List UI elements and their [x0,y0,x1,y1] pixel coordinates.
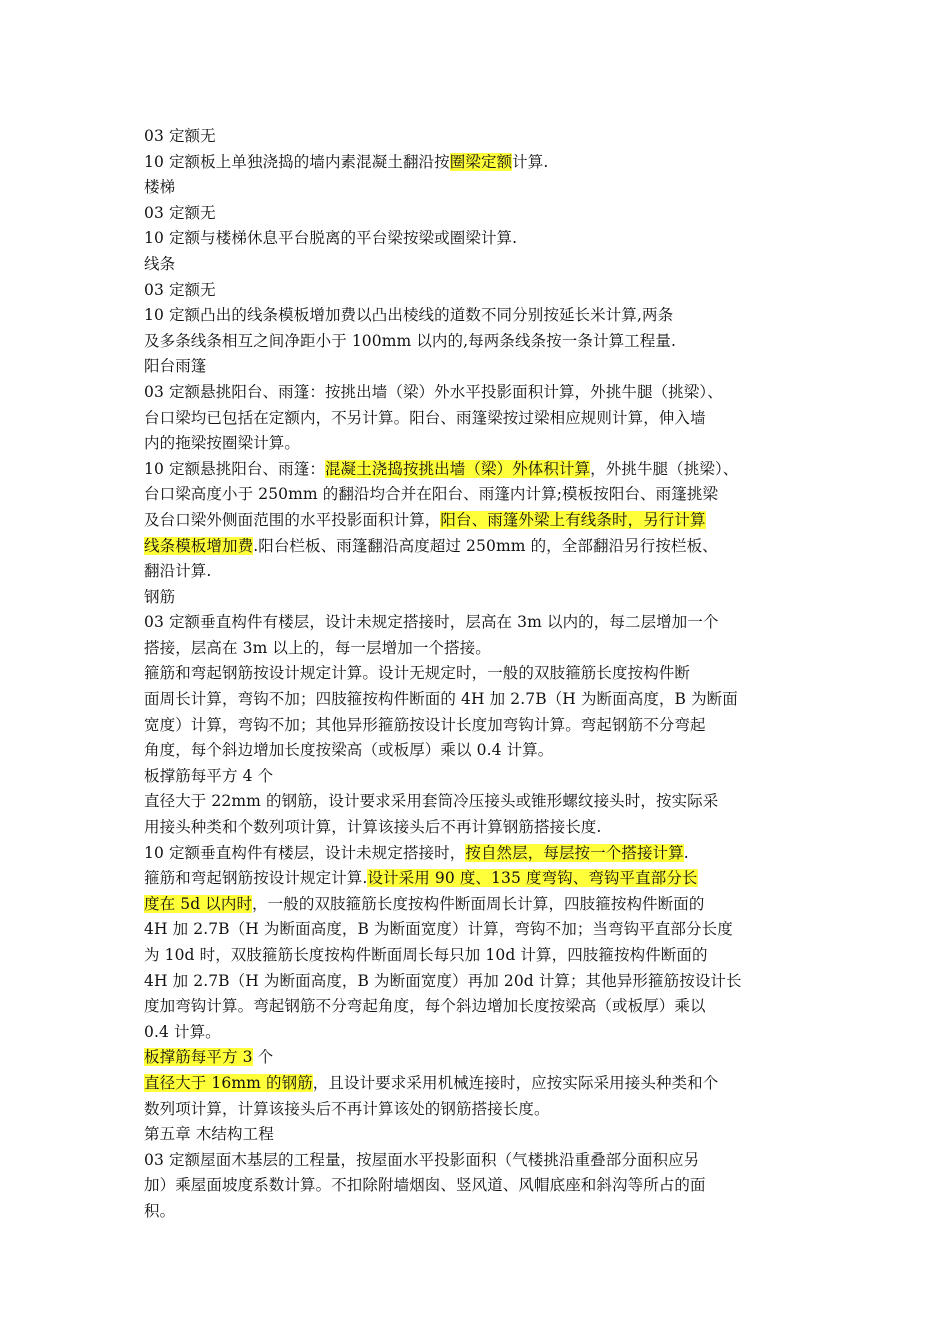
text-segment: 第五章 木结构工程 [144,1125,274,1144]
text-segment: 03 定额无 [144,280,216,299]
text-line [144,1122,812,1148]
text-segment: .阳台栏板、雨篷翻沿高度超过 250mm 的，全部翻沿另行按栏板、 [253,536,718,555]
text-line [144,534,812,560]
text-segment: 计算. [512,152,549,171]
text-segment: 10 定额凸出的线条模板增加费以凸出棱线的道数不同分别按延长米计算,两条 [144,306,674,325]
text-segment: 箍筋和弯起钢筋按设计规定计算. [144,869,368,888]
text-line [144,687,812,713]
text-line [144,457,812,483]
text-segment: 角度，每个斜边增加长度按梁高（或板厚）乘以 0.4 计算。 [144,741,554,760]
text-line [144,917,812,943]
text-segment: 直径大于 22mm 的钢筋，设计要求采用套筒冷压接头或锥形螺纹接头时，按实际采 [144,792,719,811]
text-line [144,1071,812,1097]
text-line [144,201,812,227]
text-segment: 用接头种类和个数列项计算，计算该接头后不再计算钢筋搭接长度. [144,818,602,837]
text-segment: 面周长计算，弯钩不加；四肢箍按构件断面的 4H 加 2.7B（H 为断面高度，B 为断面 [144,690,738,709]
text-segment: 个 [252,1048,274,1067]
text-segment: 搭接，层高在 3m 以上的，每一层增加一个搭接。 [144,638,491,657]
text-line [144,226,812,252]
text-line [144,278,812,304]
text-line [144,1045,812,1071]
text-line [144,636,812,662]
text-segment: 加）乘屋面坡度系数计算。不扣除附墙烟囱、竖风道、风帽底座和斜沟等所占的面 [144,1176,706,1195]
text-line [144,789,812,815]
text-segment: 钢筋 [144,587,176,606]
text-line [144,841,812,867]
text-segment: 03 定额悬挑阳台、雨篷：按挑出墙（梁）外水平投影面积计算，外挑牛腿（挑梁）、 [144,382,723,401]
text-segment: 03 定额垂直构件有楼层，设计未规定搭接时，层高在 3m 以内的，每二层增加一个 [144,613,719,632]
text-line [144,1199,812,1225]
text-line [144,866,812,892]
text-segment: 及台口梁外侧面范围的水平投影面积计算， [144,510,441,529]
text-line [144,150,812,176]
text-line [144,380,812,406]
text-segment: 台口梁均已包括在定额内，不另计算。阳台、雨篷梁按过梁相应规则计算，伸入墙 [144,408,706,427]
text-line [144,354,812,380]
highlighted-text: 按自然层，每层按一个搭接计算 [465,843,684,862]
highlighted-text: 混凝土浇捣按挑出墙（梁）外体积计算 [324,459,591,478]
text-line [144,252,812,278]
highlighted-text: 板撑筋每平方 3 [144,1048,253,1067]
text-line [144,969,812,995]
text-line [144,713,812,739]
text-segment: ，一般的双肢箍筋长度按构件断面周长计算，四肢箍按构件断面的 [252,894,705,913]
highlighted-text: 直径大于 16mm 的钢筋 [144,1073,313,1092]
text-segment: 10 定额板上单独浇捣的墙内素混凝土翻沿按 [144,152,450,171]
text-segment: 10 定额与楼梯休息平台脱离的平台梁按梁或圈梁计算. [144,229,518,248]
text-line [144,124,812,150]
text-line [144,431,812,457]
text-segment: 4H 加 2.7B（H 为断面高度，B 为断面宽度）计算，弯钩不加；当弯钩平直部分长度 [144,920,733,939]
text-segment: 及多条线条相互之间净距小于 100mm 以内的,每两条线条按一条计算工程量. [144,331,676,350]
text-line [144,329,812,355]
text-segment: . [683,843,689,862]
text-segment: 03 定额无 [144,127,216,145]
text-line [144,482,812,508]
text-segment: ，外挑牛腿（挑梁）、 [590,459,739,478]
text-segment: 阳台雨篷 [144,357,207,376]
text-line [144,303,812,329]
text-line [144,764,812,790]
text-line [144,892,812,918]
text-line [144,508,812,534]
text-line [144,559,812,585]
text-line [144,815,812,841]
text-segment: 数列项计算，计算该接头后不再计算该处的钢筋搭接长度。 [144,1099,550,1118]
text-segment: 箍筋和弯起钢筋按设计规定计算。设计无规定时，一般的双肢箍筋长度按构件断 [144,664,691,683]
text-line [144,610,812,636]
text-segment: 03 定额屋面木基层的工程量，按屋面水平投影面积（气楼挑沿重叠部分面积应另 [144,1150,700,1169]
text-line [144,1097,812,1123]
document-body [144,124,812,1225]
text-line [144,585,812,611]
text-line [144,738,812,764]
text-line [144,1173,812,1199]
highlighted-text: 设计采用 90 度、135 度弯钩、弯钩平直部分长 [367,869,698,888]
text-segment: 翻沿计算. [144,562,212,581]
text-line [144,175,812,201]
text-segment: 台口梁高度小于 250mm 的翻沿均合并在阳台、雨篷内计算;模板按阳台、雨篷挑梁 [144,485,719,504]
text-line [144,1020,812,1046]
text-segment: 线条 [144,254,176,273]
highlighted-text: 圈梁定额 [449,152,513,171]
text-segment: 宽度）计算，弯钩不加；其他异形箍筋按设计长度加弯钩计算。弯起钢筋不分弯起 [144,715,706,734]
text-line [144,661,812,687]
text-segment: 度加弯钩计算。弯起钢筋不分弯起角度，每个斜边增加长度按梁高（或板厚）乘以 [144,997,706,1016]
text-segment: 03 定额无 [144,203,216,222]
text-segment: 4H 加 2.7B（H 为断面高度，B 为断面宽度）再加 20d 计算；其他异形箍筋按设计长 [144,971,742,990]
text-segment: 积。 [144,1201,176,1220]
text-line [144,994,812,1020]
text-line [144,406,812,432]
text-segment: 10 定额悬挑阳台、雨篷： [144,459,325,478]
highlighted-text: 阳台、雨篷外梁上有线条时，另行计算 [440,510,706,529]
text-segment: 0.4 计算。 [144,1022,221,1041]
text-segment: 板撑筋每平方 4 个 [144,766,274,785]
text-segment: 10 定额垂直构件有楼层，设计未规定搭接时， [144,843,466,862]
highlighted-text: 线条模板增加费 [144,536,254,555]
highlighted-text: 度在 5d 以内时 [144,894,253,913]
text-segment: 楼梯 [144,178,176,197]
text-line [144,943,812,969]
text-segment: ，且设计要求采用机械连接时，应按实际采用接头种类和个 [312,1073,719,1092]
text-line [144,1148,812,1174]
text-segment: 内的拖梁按圈梁计算。 [144,434,301,453]
text-segment: 为 10d 时，双肢箍筋长度按构件断面周长每只加 10d 计算，四肢箍按构件断面的 [144,946,708,964]
